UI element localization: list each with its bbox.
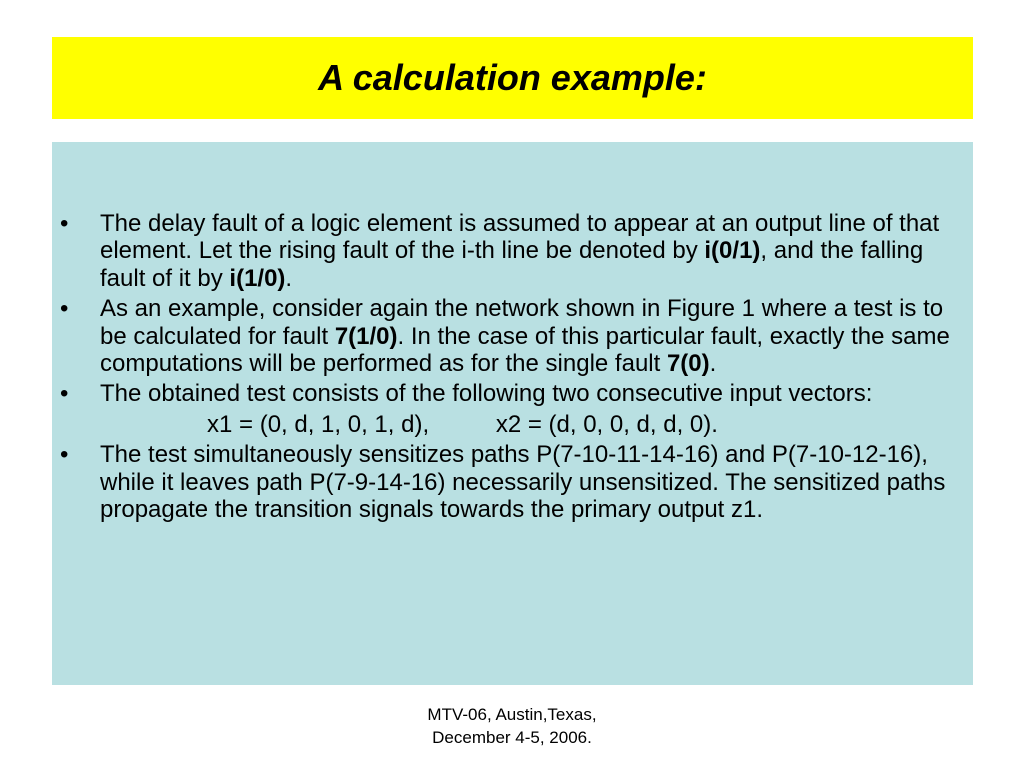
fault-notation: 7(0)	[666, 350, 710, 378]
fault-notation: i(0/1)	[704, 237, 761, 265]
vector-x1: x1 = (0, d, 1, 0, 1, d),	[207, 410, 430, 438]
slide-title: A calculation example:	[318, 57, 707, 98]
bullet-dot: •	[60, 380, 69, 408]
bullet-item-1	[52, 210, 973, 292]
vector-x2: x2 = (d, 0, 0, d, d, 0).	[495, 410, 718, 438]
bullet-text	[100, 210, 939, 292]
bullet-item-2	[52, 295, 973, 377]
text-run: The test simultaneously sensitizes paths P(7-10-11-14-16) and P(7-10-12-16), while it leaves path P(7-9-14-16) necessarily unsensitized. The sensitized paths propagate the transition signals towards the primary output z1.	[100, 441, 946, 524]
bullet-item-3	[52, 380, 973, 407]
text-run: The obtained test consists of the following two consecutive input vectors:	[100, 380, 873, 408]
bullet-text	[100, 380, 872, 407]
bullet-dot: •	[60, 441, 69, 469]
bullet-dot: •	[60, 210, 69, 237]
bullet-dot: •	[60, 295, 69, 323]
content-panel	[52, 142, 973, 685]
text-run: .	[709, 350, 717, 378]
footer	[0, 703, 1024, 749]
text-run: The delay fault of a logic element is assumed to appear at an output line of that element. Let the rising fault of the i-th line be denoted by	[100, 210, 940, 265]
text-run: , and the falling fault of it by	[100, 237, 924, 292]
fault-notation: 7(1/0)	[334, 322, 398, 350]
footer-line-2: December 4-5, 2006.	[432, 728, 592, 747]
bullet-text	[100, 295, 950, 377]
footer-line-1: MTV-06, Austin,Texas,	[427, 705, 597, 724]
text-run: As an example, consider again the network shown in Figure 1 where a test is to be calculated for fault	[100, 295, 944, 350]
input-vectors	[52, 411, 973, 438]
text-run: .	[285, 264, 293, 292]
bullet-text	[100, 441, 945, 523]
bullet-list	[52, 210, 973, 526]
title-banner	[52, 37, 973, 119]
bullet-item-4	[52, 441, 973, 523]
fault-notation: i(1/0)	[229, 264, 286, 292]
text-run: . In the case of this particular fault, exactly the same computations will be performed as for the single fault	[100, 322, 950, 378]
